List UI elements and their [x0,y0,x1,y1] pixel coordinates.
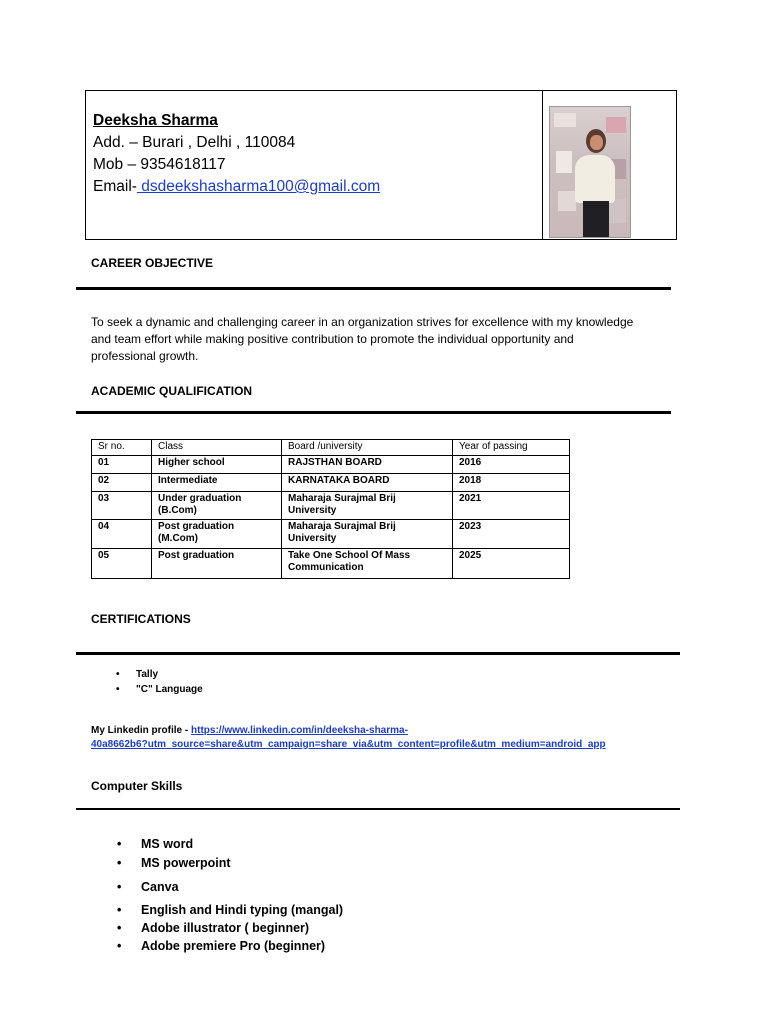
list-item [117,856,231,870]
cell-line: Communication [288,562,364,573]
section-rule [76,411,671,414]
table-cell: 2016 [453,456,570,474]
address-line: Add. – Burari , Delhi , 110084 [93,134,296,151]
career-objective-text [91,314,681,365]
qualification-table [91,439,570,579]
list-item-label: MS powerpoint [141,856,231,870]
list-item [117,903,343,917]
table-row [92,474,570,492]
table-cell: 2025 [453,549,570,579]
bullet-icon: • [116,669,120,680]
bullet-icon: • [116,684,120,695]
list-item [117,837,193,851]
table-header-row [92,440,570,456]
table-cell: 2018 [453,474,570,492]
list-item [116,682,203,697]
email-line [93,176,380,198]
person-face [590,135,603,150]
list-item [117,921,309,935]
cell-line: Maharaja Surajmal Brij [288,493,396,504]
bullet-icon: • [117,856,122,870]
table-cell: 05 [92,549,152,579]
linkedin-label: My Linkedin profile - [91,725,192,736]
table-header-cell: Year of passing [453,440,570,456]
table-cell: Intermediate [152,474,282,492]
list-item [117,939,325,953]
table-cell [152,492,282,520]
linkedin-line [91,738,606,752]
table-cell: 01 [92,456,152,474]
bullet-icon: • [117,903,122,917]
table-cell [152,520,282,549]
list-item-label: Adobe premiere Pro (beginner) [141,939,326,953]
list-item [117,880,179,894]
mobile-line: Mob – 9354618117 [93,156,226,173]
table-cell [282,549,453,579]
table-row [92,492,570,520]
section-rule [76,287,671,290]
list-item-label: Tally [136,669,159,680]
profile-photo [549,106,631,238]
table-cell: RAJSTHAN BOARD [282,456,453,474]
objective-line: and team effort while making positive contribution to promote the individual opportunity and [91,332,574,346]
candidate-name: Deeksha Sharma [93,112,218,129]
cell-line: (M.Com) [158,533,198,544]
list-item [116,667,158,682]
table-cell: 04 [92,520,152,549]
person-sweater [575,155,615,203]
bullet-icon: • [117,880,122,894]
photo-collage-patch [606,117,626,133]
table-cell: 2023 [453,520,570,549]
cell-line: Maharaja Surajmal Brij [288,521,396,532]
list-item-label: MS word [141,837,194,851]
linkedin-link[interactable]: https://www.linkedin.com/in/deeksha-sharma- [191,725,408,736]
header-divider [542,90,543,240]
table-cell [282,520,453,549]
table-row [92,520,570,549]
email-link[interactable]: dsdeekshasharma100@gmail.com [136,178,381,195]
section-rule [76,652,680,655]
photo-collage-patch [554,113,576,127]
cell-line: (B.Com) [158,505,197,516]
email-label: Email- [93,178,137,195]
table-header-cell: Sr no. [92,440,152,456]
table-cell: 02 [92,474,152,492]
photo-collage-patch [558,191,576,211]
list-item-label: Adobe illustrator ( beginner) [141,921,310,935]
table-cell: 03 [92,492,152,520]
linkedin-profile [91,724,606,752]
academic-qualification-title: ACADEMIC QUALIFICATION [91,384,253,398]
cell-line: Take One School Of Mass [288,550,411,561]
linkedin-link[interactable]: 40a8662b6?utm_source=share&utm_campaign=share_via&utm_content=profile&utm_medium=android_app [91,739,606,750]
table-cell: 2021 [453,492,570,520]
table-cell: Post graduation [152,549,282,579]
table-row [92,549,570,579]
bullet-icon: • [117,921,122,935]
cell-line: University [288,533,337,544]
certifications-title: CERTIFICATIONS [91,612,191,626]
list-item-label: "C" Language [136,684,203,695]
objective-line: professional growth. [91,349,199,363]
objective-line: To seek a dynamic and challenging career in an organization strives for excellence with my knowledge [91,315,634,329]
table-row [92,456,570,474]
list-item-label: English and Hindi typing (mangal) [141,903,344,917]
bullet-icon: • [117,939,122,953]
table-cell: Higher school [152,456,282,474]
table-header-cell: Board /university [282,440,453,456]
cell-line: Post graduation [158,521,235,532]
linkedin-line [91,724,606,738]
person-trousers [583,201,609,238]
cell-line: Under graduation [158,493,242,504]
bullet-icon: • [117,837,122,851]
list-item-label: Canva [141,880,179,894]
section-rule [76,808,680,810]
table-header-cell: Class [152,440,282,456]
cell-line: University [288,505,337,516]
table-cell [282,492,453,520]
table-cell: KARNATAKA BOARD [282,474,453,492]
career-objective-title: CAREER OBJECTIVE [91,256,214,270]
photo-collage-patch [556,151,572,173]
computer-skills-title: Computer Skills [91,779,183,793]
